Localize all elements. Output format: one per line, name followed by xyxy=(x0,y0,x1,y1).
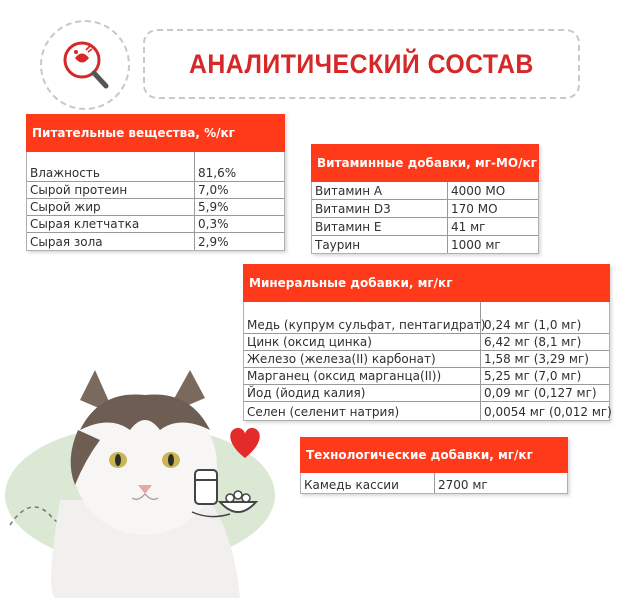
table-row xyxy=(27,233,284,250)
table-row xyxy=(27,152,284,182)
nutrient-name: Влажность xyxy=(27,152,195,181)
table-row xyxy=(27,182,284,199)
vitamin-name: Витамин Е xyxy=(312,218,448,235)
table-row xyxy=(244,385,609,402)
table-row xyxy=(244,302,609,334)
mineral-name: Цинк (оксид цинка) xyxy=(244,334,481,350)
mineral-value: 1,58 мг (3,29 мг) xyxy=(484,352,589,366)
vitamin-value: 1000 мг xyxy=(451,238,501,252)
nutrients-table xyxy=(26,114,285,251)
nutrient-value: 2,9% xyxy=(198,235,229,249)
nutrient-name: Сырой жир xyxy=(27,199,195,215)
table-row xyxy=(244,351,609,368)
nutrient-value: 7,0% xyxy=(198,183,229,197)
mineral-name: Марганец (оксид марганца(II)) xyxy=(244,368,481,384)
vitamins-header: Витаминные добавки, мг-МО/кг xyxy=(311,144,539,182)
nutrient-value: 5,9% xyxy=(198,200,229,214)
table-row xyxy=(312,200,538,218)
technological-header: Технологические добавки, мг/кг xyxy=(300,437,568,473)
mineral-name: Йод (йодид калия) xyxy=(244,385,481,401)
mineral-name: Железо (железа(II) карбонат) xyxy=(244,351,481,367)
page-title: АНАЛИТИЧЕСКИЙ СОСТАВ xyxy=(189,48,534,79)
analysis-icon-circle xyxy=(40,20,130,110)
table-row xyxy=(312,182,538,200)
table-row xyxy=(27,199,284,216)
heart-icon xyxy=(223,420,267,464)
nutrient-name: Сырой протеин xyxy=(27,182,195,198)
vitamins-rows xyxy=(311,182,539,254)
table-row xyxy=(301,473,567,493)
mineral-value: 6,42 мг (8,1 мг) xyxy=(484,335,582,349)
vitamin-value: 41 мг xyxy=(451,220,486,234)
nutrients-rows xyxy=(26,152,285,251)
technological-name: Камедь кассии xyxy=(301,473,435,493)
minerals-header: Минеральные добавки, мг/кг xyxy=(243,264,610,302)
magnifier-food-icon xyxy=(42,22,128,108)
nutrient-name: Сырая клетчатка xyxy=(27,216,195,232)
table-row xyxy=(312,236,538,253)
mineral-name: Медь (купрум сульфат, пентагидрат) xyxy=(244,302,481,333)
mineral-value: 0,09 мг (0,127 мг) xyxy=(484,386,597,400)
technological-rows xyxy=(300,473,568,494)
mineral-value: 5,25 мг (7,0 мг) xyxy=(484,369,582,383)
technological-value: 2700 мг xyxy=(438,478,488,492)
table-row xyxy=(244,334,609,351)
nutrient-name: Сырая зола xyxy=(27,233,195,250)
mineral-name: Селен (селенит натрия) xyxy=(244,402,481,420)
table-row xyxy=(244,368,609,385)
technological-table xyxy=(300,437,568,494)
mineral-value: 0,0054 мг (0,012 мг) xyxy=(484,405,612,419)
nutrient-value: 81,6% xyxy=(198,166,237,180)
vitamins-table xyxy=(311,144,539,254)
nutrient-value: 0,3% xyxy=(198,217,229,231)
minerals-table xyxy=(243,264,610,421)
title-box xyxy=(143,29,580,99)
table-row xyxy=(312,218,538,236)
nutrients-header: Питательные вещества, %/кг xyxy=(26,114,285,152)
vitamin-name: Таурин xyxy=(312,236,448,253)
vitamin-name: Витамин D3 xyxy=(312,200,448,217)
table-row xyxy=(27,216,284,233)
vitamin-value: 4000 МО xyxy=(451,184,506,198)
cat-food-bowl-icon xyxy=(190,462,260,527)
table-row xyxy=(244,402,612,420)
vitamin-value: 170 МО xyxy=(451,202,498,216)
mineral-value: 0,24 мг (1,0 мг) xyxy=(484,318,582,332)
vitamin-name: Витамин А xyxy=(312,182,448,199)
minerals-rows xyxy=(243,302,610,421)
